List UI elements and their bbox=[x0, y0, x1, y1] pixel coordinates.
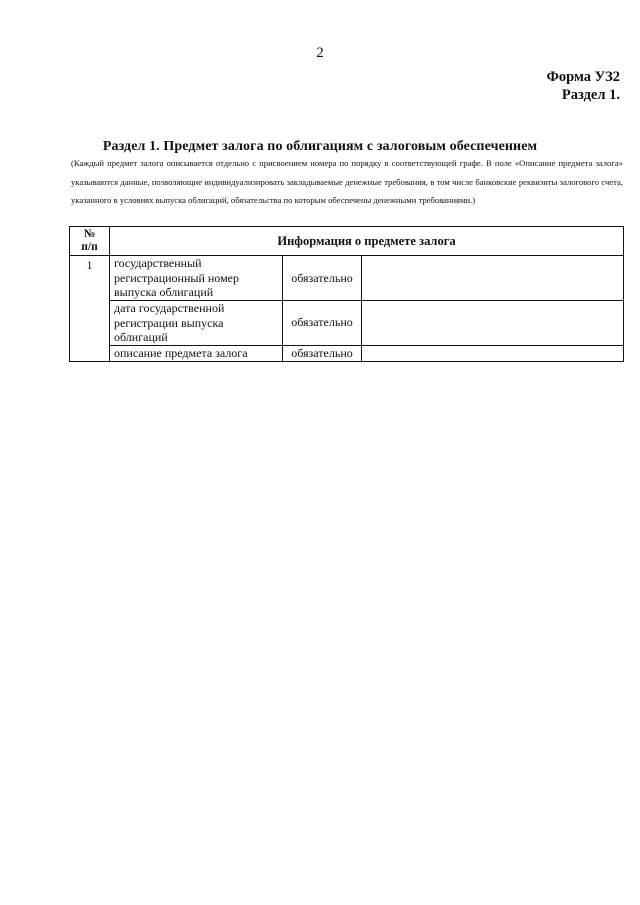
table-row bbox=[70, 345, 624, 361]
requirement-cell: обязательно bbox=[283, 345, 362, 361]
page-number: 2 bbox=[316, 45, 324, 61]
field-name-cell: описание предмета залога bbox=[110, 345, 283, 361]
form-label: Форма УЗ2 bbox=[546, 69, 620, 85]
row-number-cell: 1 bbox=[70, 256, 110, 362]
section-note: (Каждый предмет залога описывается отдельно с присвоением номера по порядку в соответствующей графе. В поле «Описание предмета залога» указываются данные, позволяющие индивидуализировать закладываемые денежные требования, в том числе банковские реквизиты залогового счета, указанного в условиях выпуска облигаций, обязательства по которым обеспечены денежными требованиями.) bbox=[71, 158, 623, 205]
collateral-table bbox=[69, 226, 624, 362]
field-name-cell: дата государственной регистрации выпуска облигаций bbox=[110, 301, 283, 346]
field-name-cell: государственный регистрационный номер выпуска облигаций bbox=[110, 256, 283, 301]
table-row bbox=[70, 256, 624, 301]
value-input-cell[interactable] bbox=[362, 345, 624, 361]
table-header-row bbox=[70, 227, 624, 256]
table-row bbox=[70, 301, 624, 346]
header-number-cell bbox=[70, 227, 110, 256]
header-info-cell: Информация о предмете залога bbox=[110, 227, 624, 256]
value-input-cell[interactable] bbox=[362, 301, 624, 346]
section-label: Раздел 1. bbox=[561, 87, 620, 103]
value-input-cell[interactable] bbox=[362, 256, 624, 301]
header-number-sign: № bbox=[83, 228, 96, 240]
form-header bbox=[420, 68, 620, 104]
requirement-cell: обязательно bbox=[283, 301, 362, 346]
header-number-abbr: п/п bbox=[81, 241, 98, 253]
requirement-cell: обязательно bbox=[283, 256, 362, 301]
section-title: Раздел 1. Предмет залога по облигациям с залоговым обеспечением bbox=[102, 139, 538, 154]
